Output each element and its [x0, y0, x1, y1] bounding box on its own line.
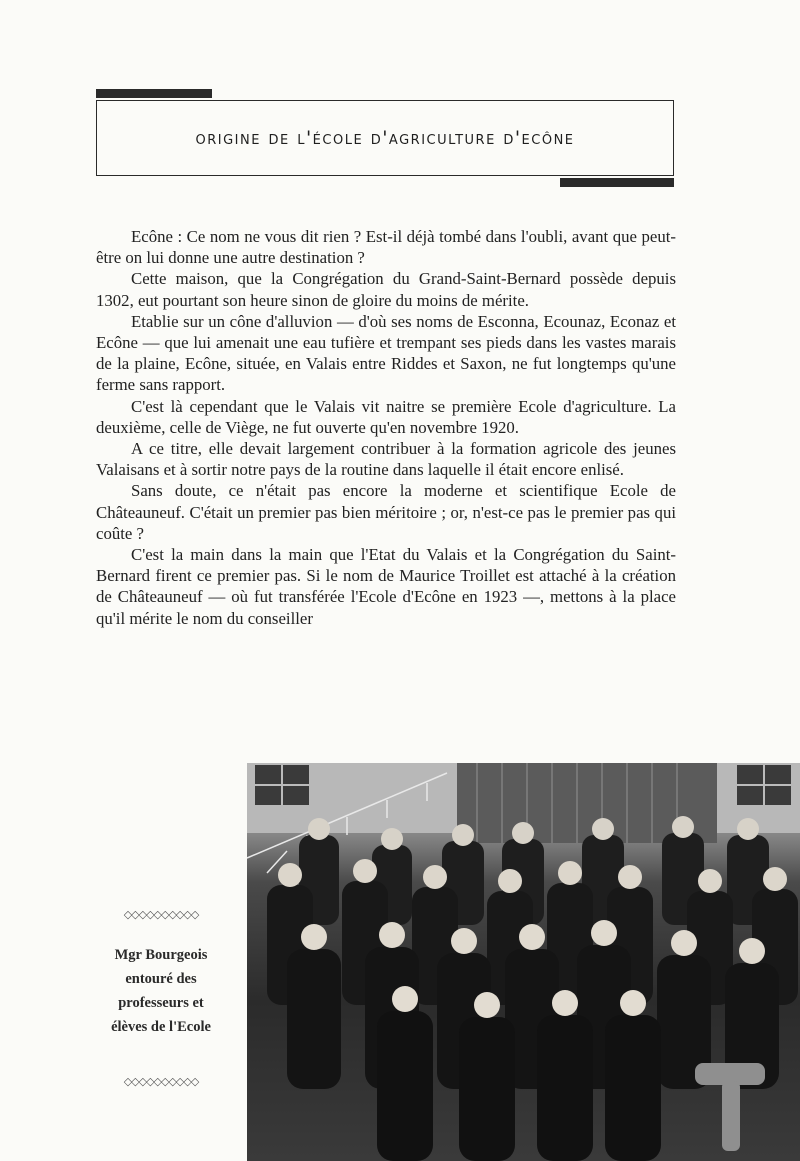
page-title: origine de l'école d'agriculture d'ecône [195, 127, 575, 149]
caption-sidebar [100, 908, 222, 1088]
paragraph: C'est là cependant que le Valais vit naitre se première Ecole d'agriculture. La deuxième, celle de Viège, ne fut ouverte qu'en novembre 1920. [96, 396, 676, 437]
group-of-people [267, 816, 798, 1161]
paragraph: Etablie sur un cône d'alluvion — d'où ses noms de Esconna, Ecounaz, Econaz et Ecône — que lui amenait une eau tufière et trempant ses pieds dans les vastes marais de la plaine, Ecône, située, en Valais entre Riddes et Saxon, ne fut longtemps qu'une ferme sans rapport. [96, 311, 676, 395]
title-rule-bottom [560, 178, 674, 187]
paragraph: A ce titre, elle devait largement contribuer à la formation agricole des jeunes Valaisans et à sortir notre pays de la routine dans laquelle il était encore enlisé. [96, 439, 676, 480]
photo-caption: Mgr Bourgeois entouré des professeurs et élèves de l'Ecole [111, 947, 211, 1035]
ornament-bottom: ◇◇◇◇◇◇◇◇◇◇ [123, 1075, 199, 1088]
paragraph: Cette maison, que la Congrégation du Grand-Saint-Bernard possède depuis 1302, eut pourtant son heure sinon de gloire du moins de mérite. [96, 269, 676, 310]
ornament-top: ◇◇◇◇◇◇◇◇◇◇ [123, 908, 199, 921]
title-frame [96, 100, 674, 176]
group-photograph [247, 763, 800, 1161]
paragraph: Sans doute, ce n'était pas encore la moderne et scientifique Ecole de Châteauneuf. C'était un premier pas bien méritoire ; or, n'est-ce pas le premier pas qui coûte ? [96, 481, 676, 543]
article-body [96, 226, 676, 629]
paragraph: C'est la main dans la main que l'Etat du Valais et la Congrégation du Saint-Bernard firent ce premier pas. Si le nom de Maurice Troillet est attaché à la création de Châteauneuf — où fut transférée l'Ecole d'Ecône en 1923 —, mettons à la place qu'il mérite le nom du conseiller [96, 545, 676, 628]
group-photo-illustration [247, 763, 800, 1161]
paragraph: Ecône : Ce nom ne vous dit rien ? Est-il déjà tombé dans l'oubli, avant que peut-être on lui donne une autre destination ? [96, 227, 676, 268]
title-rule-top [96, 89, 212, 98]
